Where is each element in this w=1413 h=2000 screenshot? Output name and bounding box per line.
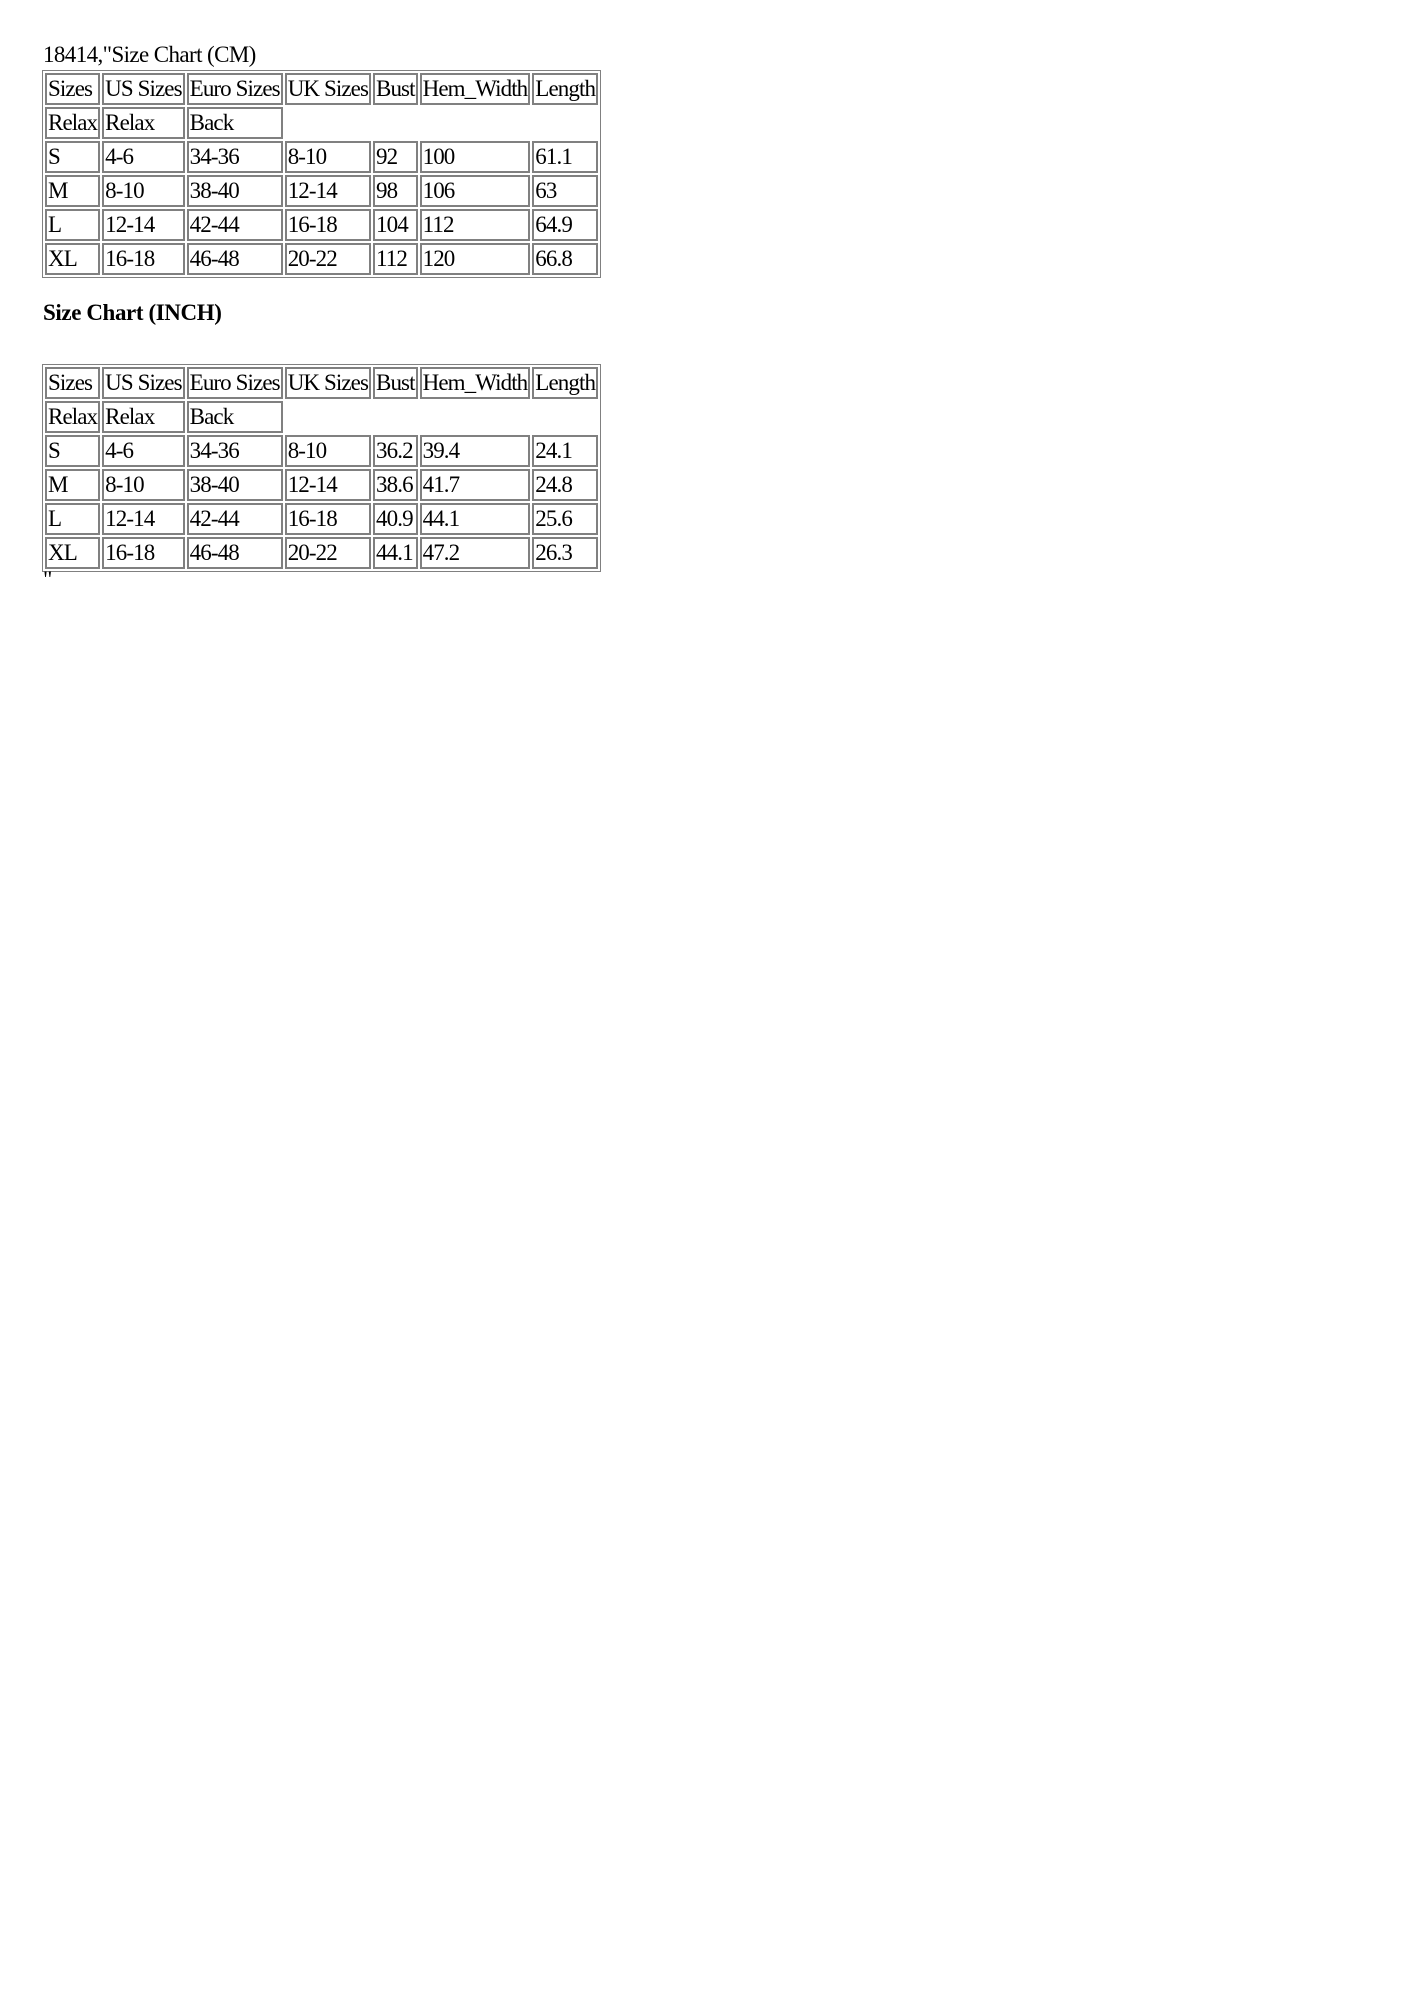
table-cell: 4-6: [102, 141, 185, 173]
table-cell: XL: [45, 537, 100, 569]
header-cell: UK Sizes: [285, 73, 371, 105]
table-cell: 8-10: [102, 175, 185, 207]
table-cell: 41.7: [420, 469, 531, 501]
table-row: [45, 503, 598, 535]
table-cell: 12-14: [102, 503, 185, 535]
table-cell: 26.3: [532, 537, 598, 569]
table-cell: 63: [532, 175, 598, 207]
header-cell: US Sizes: [102, 73, 185, 105]
table-cell: 42-44: [187, 503, 283, 535]
table-cell: 120: [420, 243, 531, 275]
table-cell: 61.1: [532, 141, 598, 173]
table-row: [45, 243, 598, 275]
table-cell: M: [45, 175, 100, 207]
table-cell: 12-14: [285, 175, 371, 207]
header-cell: Hem_Width: [420, 73, 531, 105]
header-cell: Bust: [373, 73, 418, 105]
empty-cell: [285, 107, 598, 139]
table-cell: 106: [420, 175, 531, 207]
table-cell: 47.2: [420, 537, 531, 569]
size-chart-cm-table: [42, 70, 601, 278]
inch-chart-title: Size Chart (INCH): [43, 300, 222, 325]
table-cell: 66.8: [532, 243, 598, 275]
table-cell: 16-18: [285, 503, 371, 535]
table-cell: 44.1: [420, 503, 531, 535]
table-cell: 20-22: [285, 537, 371, 569]
table-header-row: [45, 73, 598, 105]
table-cell: 112: [373, 243, 418, 275]
header-cell: Euro Sizes: [187, 73, 283, 105]
document-page: [43, 40, 743, 592]
table-cell: L: [45, 503, 100, 535]
table-cell: 34-36: [187, 141, 283, 173]
table-cell: 8-10: [285, 435, 371, 467]
table-cell: 39.4: [420, 435, 531, 467]
table-cell: M: [45, 469, 100, 501]
table-cell: 8-10: [102, 469, 185, 501]
table-cell: 20-22: [285, 243, 371, 275]
table-header-row: [45, 367, 598, 399]
table-cell: 38.6: [373, 469, 418, 501]
table-row: [45, 469, 598, 501]
table-cell: 24.8: [532, 469, 598, 501]
table-cell: 38-40: [187, 469, 283, 501]
subheader-cell: Relax: [45, 107, 100, 139]
table-cell: S: [45, 141, 100, 173]
table-cell: 36.2: [373, 435, 418, 467]
table-cell: 104: [373, 209, 418, 241]
subheader-cell: Back: [187, 107, 283, 139]
table-row: [45, 435, 598, 467]
table-cell: 16-18: [102, 243, 185, 275]
subheader-cell: Back: [187, 401, 283, 433]
header-cell: UK Sizes: [285, 367, 371, 399]
table-cell: 44.1: [373, 537, 418, 569]
header-cell: Sizes: [45, 367, 100, 399]
header-cell: Bust: [373, 367, 418, 399]
table-cell: 25.6: [532, 503, 598, 535]
header-cell: Sizes: [45, 73, 100, 105]
table-cell: 4-6: [102, 435, 185, 467]
table-cell: 92: [373, 141, 418, 173]
table-cell: 16-18: [285, 209, 371, 241]
subheader-cell: Relax: [102, 401, 185, 433]
subheader-cell: Relax: [102, 107, 185, 139]
table-cell: 8-10: [285, 141, 371, 173]
table-cell: S: [45, 435, 100, 467]
table-cell: XL: [45, 243, 100, 275]
table-cell: 42-44: [187, 209, 283, 241]
table-cell: 46-48: [187, 243, 283, 275]
size-chart-inch-table: [42, 364, 601, 572]
table-cell: 16-18: [102, 537, 185, 569]
table-cell: 12-14: [285, 469, 371, 501]
table-row: [45, 141, 598, 173]
table-row: [45, 537, 598, 569]
table-subheader-row: [45, 107, 598, 139]
table-cell: 24.1: [532, 435, 598, 467]
table-subheader-row: [45, 401, 598, 433]
table-cell: 46-48: [187, 537, 283, 569]
table-cell: L: [45, 209, 100, 241]
header-cell: Length: [532, 367, 598, 399]
table-cell: 100: [420, 141, 531, 173]
header-cell: Euro Sizes: [187, 367, 283, 399]
subheader-cell: Relax: [45, 401, 100, 433]
table-cell: 40.9: [373, 503, 418, 535]
table-row: [45, 209, 598, 241]
header-cell: Hem_Width: [420, 367, 531, 399]
table-cell: 98: [373, 175, 418, 207]
closing-quote: ": [43, 567, 53, 592]
table-cell: 112: [420, 209, 531, 241]
header-cell: US Sizes: [102, 367, 185, 399]
header-cell: Length: [532, 73, 598, 105]
table-cell: 64.9: [532, 209, 598, 241]
document-heading: 18414,"Size Chart (CM): [43, 42, 256, 67]
empty-cell: [285, 401, 598, 433]
table-cell: 34-36: [187, 435, 283, 467]
table-row: [45, 175, 598, 207]
table-cell: 38-40: [187, 175, 283, 207]
table-cell: 12-14: [102, 209, 185, 241]
